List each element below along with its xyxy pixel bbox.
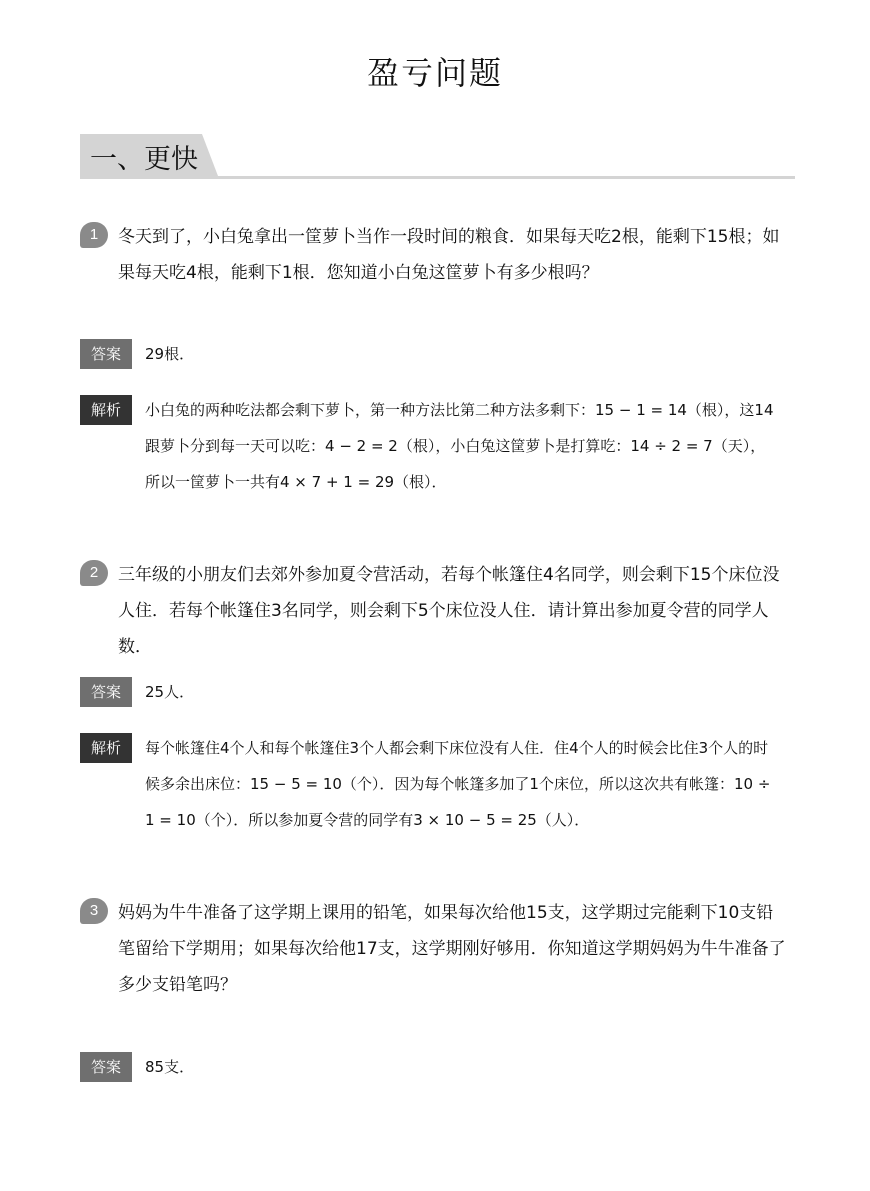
analysis-tag: 解析	[80, 395, 132, 425]
question-number-badge: 2	[80, 560, 108, 586]
answer-tag: 答案	[80, 1052, 132, 1082]
question-number-badge: 1	[80, 222, 108, 248]
question-text: 三年级的小朋友们去郊外参加夏令营活动，若每个帐篷住4名同学，则会剩下15个床位没人住．若每个帐篷住3名同学，则会剩下5个床位没人住．请计算出参加夏令营的同学人数．	[118, 565, 780, 657]
analysis-text: 小白兔的两种吃法都会剩下萝卜，第一种方法比第二种方法多剩下：15 − 1 = 14（根），这14跟萝卜分到每一天可以吃：4 − 2 = 2（根），小白兔这筐萝卜是打算吃：14 ÷ 2 = 7（天），所以一筐萝卜一共有4 × 7 + 1 = 29（根）．	[145, 401, 774, 491]
section-label: 一、更快	[90, 144, 198, 175]
page-title: 盈亏问题	[366, 54, 503, 92]
analysis-tag: 解析	[80, 733, 132, 763]
section-divider	[80, 176, 795, 179]
answer-text: 25人．	[145, 683, 195, 701]
section-header	[80, 134, 795, 179]
answer-tag: 答案	[80, 339, 132, 369]
question-text: 冬天到了，小白兔拿出一筐萝卜当作一段时间的粮食．如果每天吃2根，能剩下15根；如果每天吃4根，能剩下1根．您知道小白兔这筐萝卜有多少根吗？	[118, 227, 780, 283]
answer-text: 29根．	[145, 345, 195, 363]
answer-tag: 答案	[80, 677, 132, 707]
answer-text: 85支．	[145, 1058, 195, 1076]
question-number-badge: 3	[80, 898, 108, 924]
analysis-text: 每个帐篷住4个人和每个帐篷住3个人都会剩下床位没有人住．住4个人的时候会比住3个人的时候多余出床位：15 − 5 = 10（个）．因为每个帐篷多加了1个床位，所以这次共有帐篷：10 ÷ 1 = 10（个）．所以参加夏令营的同学有3 × 10 − 5 = 25（人）．	[145, 739, 771, 829]
question-text: 妈妈为牛牛准备了这学期上课用的铅笔，如果每次给他15支，这学期过完能剩下10支铅笔留给下学期用；如果每次给他17支，这学期刚好够用．你知道这学期妈妈为牛牛准备了多少支铅笔吗？	[118, 903, 786, 995]
